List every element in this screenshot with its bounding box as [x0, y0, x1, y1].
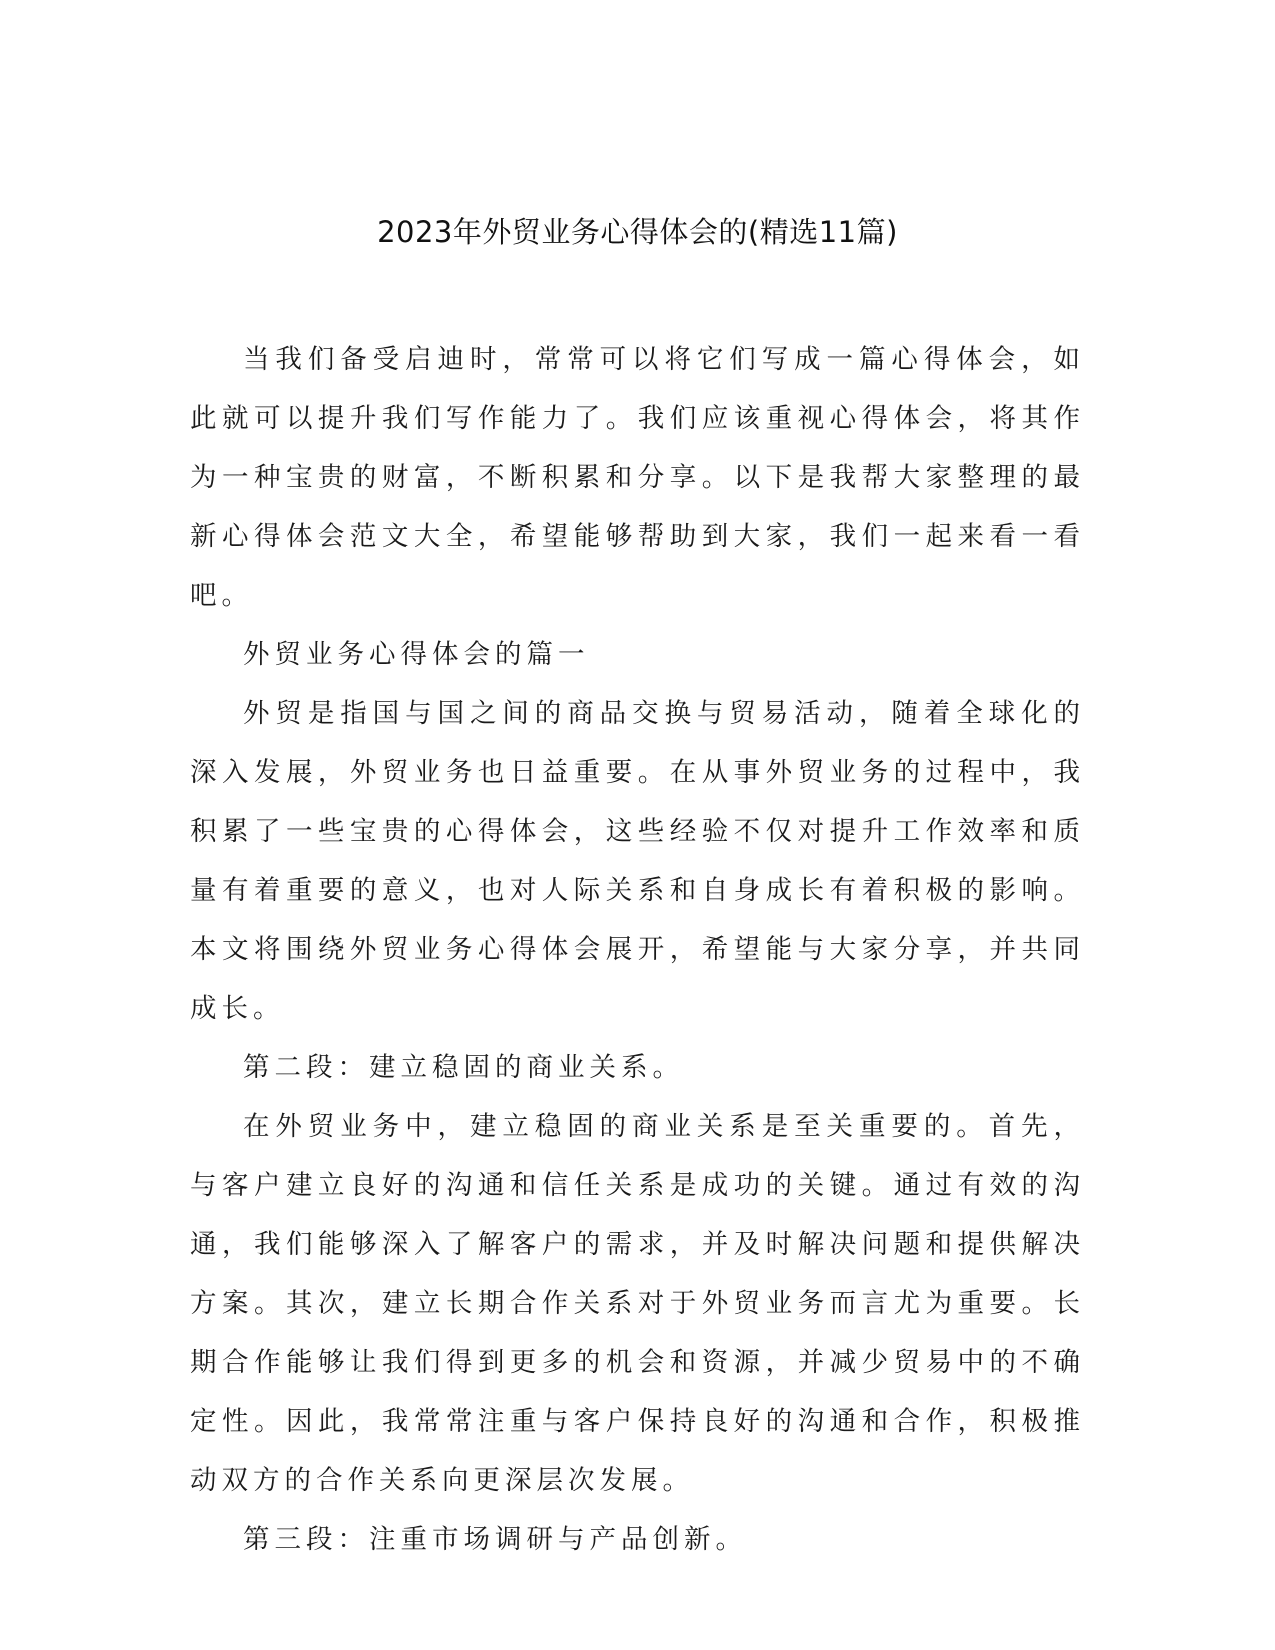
- section-heading-2: 第二段：建立稳固的商业关系。: [243, 1052, 684, 1083]
- document-title: 2023年外贸业务心得体会的(精选11篇): [377, 215, 898, 249]
- body-paragraph-1: 外贸是指国与国之间的商品交换与贸易活动，随着全球化的深入发展，外贸业务也日益重要。在从事外贸业务的过程中，我积累了一些宝贵的心得体会，这些经验不仅对提升工作效率和质量有着重要的意义，也对人际关系和自身成长有着积极的影响。本文将围绕外贸业务心得体会展开，希望能与大家分享，并共同成长。: [190, 698, 1085, 1024]
- intro-paragraph: 当我们备受启迪时，常常可以将它们写成一篇心得体会，如此就可以提升我们写作能力了。我们应该重视心得体会，将其作为一种宝贵的财富，不断积累和分享。以下是我帮大家整理的最新心得体会范文大全，希望能够帮助到大家，我们一起来看一看吧。: [190, 344, 1085, 611]
- section-heading-3: 第三段：注重市场调研与产品创新。: [243, 1524, 747, 1555]
- document-body: [190, 330, 1085, 1569]
- section-heading-1: 外贸业务心得体会的篇一: [243, 639, 590, 670]
- body-paragraph-2: 在外贸业务中，建立稳固的商业关系是至关重要的。首先，与客户建立良好的沟通和信任关系是成功的关键。通过有效的沟通，我们能够深入了解客户的需求，并及时解决问题和提供解决方案。其次，建立长期合作关系对于外贸业务而言尤为重要。长期合作能够让我们得到更多的机会和资源，并减少贸易中的不确定性。因此，我常常注重与客户保持良好的沟通和合作，积极推动双方的合作关系向更深层次发展。: [190, 1111, 1085, 1496]
